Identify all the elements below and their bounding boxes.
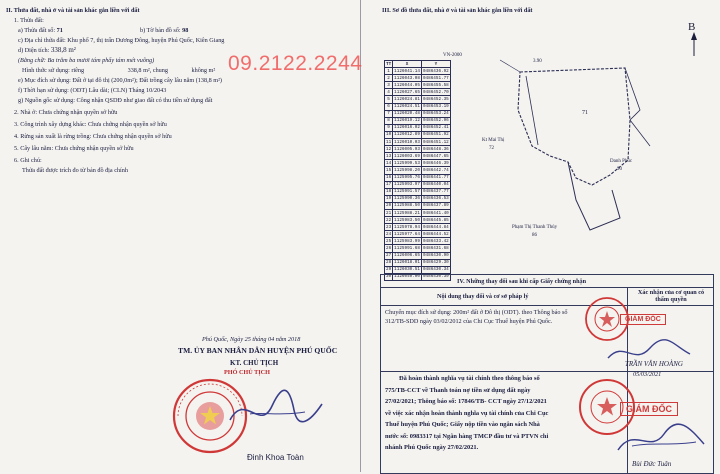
change-entry-2-line: Thuế huyện Phú Quốc; Giấy nộp tiền vào ngân sách Nhà: [385, 421, 540, 428]
coordinate-row: [385, 96, 451, 103]
y-coordinate: 0486430.39: [422, 274, 449, 280]
area-label: d) Diện tích: 338,8 m²: [18, 46, 76, 54]
point-index: 17: [386, 182, 392, 188]
point-index: 10: [386, 132, 392, 138]
y-coordinate: 0486448.36: [422, 146, 449, 152]
coordinate-header-cell: X: [393, 61, 422, 68]
x-coordinate: 1126030.51: [394, 267, 420, 273]
issue-date: Phú Quốc, Ngày 25 tháng 04 năm 2018: [202, 336, 301, 343]
y-coordinate: 0486452.41: [422, 125, 449, 131]
point-index: 9: [385, 124, 393, 131]
x-coordinate: 1125983.50: [394, 217, 420, 223]
road-number: 86: [532, 233, 537, 238]
y-coordinate: 0486452.35: [422, 97, 449, 103]
y-coordinate: 0486444.52: [422, 231, 449, 237]
x-coordinate: 1125988.50: [394, 203, 420, 209]
x-coordinate: 1126019.12: [394, 118, 420, 124]
land-use-purpose: e) Mục đích sử dụng: Đất ở tại đô thị (200,0m²); Đất trồng cây lâu năm (138,8 m²): [18, 77, 222, 84]
y-coordinate: 0486452.70: [422, 89, 449, 95]
point-index: 30: [386, 274, 392, 280]
x-coordinate: 1126044.05: [394, 82, 420, 88]
point-index: 8: [385, 117, 393, 124]
notes-heading: 6. Ghi chú:: [14, 157, 42, 164]
y-coordinate: 0486433.42: [422, 238, 449, 244]
x-coordinate: 1126040.00: [394, 274, 420, 280]
coordinate-system: VN-2000: [443, 53, 462, 58]
point-index: 23: [386, 224, 392, 230]
notes-text: Thửa đất được trích đo từ bản đồ địa chính: [22, 167, 128, 174]
coordinate-row: [385, 160, 451, 167]
point-index: 7: [385, 110, 393, 117]
y-coordinate: 0486441.40: [422, 210, 449, 216]
vice-chairman: PHÓ CHỦ TỊCH: [224, 369, 270, 376]
coordinate-row: [385, 224, 451, 231]
coordinate-row: [385, 110, 451, 117]
land-origin: g) Nguồn gốc sử dụng: Công nhận QSDĐ như giao đất có thu tiền sử dụng đất: [18, 97, 213, 104]
coordinate-row: [385, 103, 451, 110]
change-entry-2-line: nhánh Phú Quốc ngày 27/02/2021.: [385, 444, 479, 451]
x-coordinate: 1125995.76: [394, 175, 420, 181]
kt-chairman: KT. CHỦ TỊCH: [230, 359, 279, 367]
y-coordinate: 0486446.39: [422, 160, 449, 166]
y-coordinate: 0486451.12: [422, 139, 449, 145]
parcel-number-label: a) Thửa đất số: 71: [18, 27, 63, 34]
change-entry-1b: 312/TB-SDD ngày 03/02/2012 của Chi Cục Thuế huyện Phú Quốc.: [385, 318, 553, 325]
x-coordinate: 1126041.14: [394, 68, 420, 74]
x-coordinate: 1125983.99: [394, 238, 420, 244]
coordinate-row: [385, 117, 451, 124]
signer-2-name: TRẦN VĂN HOÀNG: [625, 360, 683, 368]
point-index: 14: [386, 160, 392, 166]
point-index: 5: [385, 96, 393, 103]
y-coordinate: 0486453.19: [422, 104, 449, 110]
column-content-header: Nội dung thay đổi và cơ sở pháp lý: [437, 293, 529, 300]
change-entry-2-line: Đã hoàn thành nghĩa vụ tài chính theo thông báo số: [399, 375, 540, 382]
coordinate-row: [385, 245, 451, 252]
point-index: 29: [386, 267, 392, 273]
stamp-director-1: GIÁM ĐỐC: [620, 314, 666, 325]
coordinate-row: [385, 153, 451, 160]
point-index: 20: [386, 203, 392, 209]
coordinate-row: [385, 131, 451, 138]
x-coordinate: 1126018.01: [394, 260, 420, 266]
other-construction: 3. Công trình xây dựng khác: Chưa chứng nhận quyền sở hữu: [14, 121, 167, 128]
y-coordinate: 0486451.77: [422, 75, 449, 81]
point-index: 11: [386, 139, 392, 145]
coordinate-row: [385, 266, 451, 273]
point-index: 22: [386, 217, 392, 223]
signer-3-name: Bùi Đức Tuân: [632, 460, 672, 468]
neighbor-right-number: 90: [617, 167, 622, 172]
section3-title: III. Sơ đồ thửa đất, nhà ở và tài sản khác gắn liền với đất: [382, 7, 533, 14]
change-entry-1: Chuyển mục đích sử dụng: 200m² đất ở Đô thị (ODT). theo Thông báo số: [385, 309, 568, 316]
y-coordinate: 0486441.77: [422, 175, 449, 181]
signature-icon: [220, 382, 330, 437]
x-coordinate: 1126003.69: [394, 153, 420, 159]
coordinate-table-header: [385, 61, 451, 68]
change-entry-2-line: nước số: 0983317 tại Ngân hàng TMCP đầu tư và PTVN chi: [385, 432, 549, 440]
svg-text:B: B: [688, 21, 696, 33]
coordinate-row: [385, 174, 451, 181]
x-coordinate: 1126016.02: [394, 125, 420, 131]
neighbor-right-name: Danh Phúc: [610, 159, 633, 164]
x-coordinate: 1125978.94: [394, 224, 420, 230]
point-index: 18: [386, 189, 392, 195]
land-use-term: f) Thời hạn sử dụng: (ODT) Lâu dài; (CLN) Tháng 10/2043: [18, 87, 167, 94]
coordinate-row: [385, 209, 451, 216]
change-entry-2-line: 775/TB-CCT về Thanh toán nợ tiền sử dụng đất ngày: [385, 386, 531, 394]
coordinate-row: [385, 195, 451, 202]
point-index: 13: [386, 153, 392, 159]
x-coordinate: 1125991.68: [394, 245, 420, 251]
section2-title: II. Thửa đất, nhà ở và tài sản khác gắn liền với đất: [6, 7, 140, 14]
coordinate-row: [385, 238, 451, 245]
point-index: 24: [386, 231, 392, 237]
x-coordinate: 1125988.21: [394, 210, 420, 216]
row-divider: [381, 371, 713, 372]
parcel-address: c) Địa chỉ thửa đất: Khu phố 7, thị trấn Dương Đông, huyện Phú Quốc, Kiên Giang: [18, 37, 225, 44]
x-coordinate: 1126005.93: [394, 146, 420, 152]
coordinate-row: [385, 259, 451, 266]
coordinate-header-cell: Y: [421, 61, 450, 68]
point-index: 1: [385, 68, 393, 75]
point-index: 25: [386, 238, 392, 244]
y-coordinate: 0486452.96: [422, 118, 449, 124]
y-coordinate: 0486447.65: [422, 153, 449, 159]
point-index: 28: [386, 260, 392, 266]
parcel-number-on-map: 71: [582, 110, 588, 116]
planted-forest: 4. Rừng sản xuất là rừng trồng: Chưa chứng nhận quyền sở hữu: [14, 133, 172, 140]
coordinate-row: [385, 217, 451, 224]
usage-form: Hình thức sử dụng: riêng 338,8 m², chung không m²: [22, 67, 216, 74]
y-coordinate: 0486436.53: [422, 196, 449, 202]
x-coordinate: 1125977.64: [394, 231, 420, 237]
sign-date-2: 05/03/2021: [633, 371, 662, 378]
coordinate-row: [385, 89, 451, 96]
y-coordinate: 0486430.90: [422, 253, 449, 259]
point-index: 2: [385, 75, 393, 82]
coordinate-row: [385, 124, 451, 131]
y-coordinate: 0486442.74: [422, 167, 449, 173]
house-ownership: 2. Nhà ở: Chưa chứng nhận quyền sở hữu: [14, 109, 118, 116]
x-coordinate: 1126006.65: [394, 253, 420, 259]
point-index: 4: [385, 89, 393, 96]
neighbor-left-number: 72: [489, 146, 494, 151]
coordinate-header-cell: TT: [386, 61, 392, 67]
x-coordinate: 1126024.81: [394, 97, 420, 103]
point-index: 6: [385, 103, 393, 110]
y-coordinate: 0486429.30: [422, 260, 449, 266]
x-coordinate: 1125999.53: [394, 160, 420, 166]
coordinate-row: [385, 68, 451, 75]
point-index: 16: [386, 175, 392, 181]
y-coordinate: 0486436.92: [422, 68, 449, 74]
x-coordinate: 1126027.65: [394, 89, 420, 95]
area-in-words: (Bằng chữ: Ba trăm ba mươi tám phẩy tám mét vuông): [18, 57, 155, 64]
map-sheet-label: b) Tờ bản đồ số: 98: [140, 27, 189, 34]
coordinate-row: [385, 146, 451, 153]
coordinate-table: [384, 60, 451, 281]
y-coordinate: 0486430.34: [422, 267, 449, 273]
y-coordinate: 0486444.84: [422, 224, 449, 230]
x-coordinate: 1126010.03: [394, 139, 420, 145]
coordinate-row: [385, 181, 451, 188]
coordinate-row: [385, 75, 451, 82]
x-coordinate: 1125998.20: [394, 167, 420, 173]
y-coordinate: 0486455.58: [422, 82, 449, 88]
y-coordinate: 0486451.92: [422, 132, 449, 138]
x-coordinate: 1126020.48: [394, 111, 420, 117]
change-entry-2-line: 27/02/2021; Thông báo số: 17846/TB- CCT ngày 27/12/2021: [385, 398, 547, 405]
x-coordinate: 1125993.97: [394, 182, 420, 188]
y-coordinate: 0486437.89: [422, 203, 449, 209]
point-index: 27: [386, 253, 392, 259]
change-entry-2-line: về việc xác nhận hoàn thành nghĩa vụ tài chính của Chi Cục: [385, 409, 549, 417]
x-coordinate: 1126043.08: [394, 75, 420, 81]
coordinate-row: [385, 167, 451, 174]
point-index: 21: [386, 210, 392, 216]
issuing-authority: TM. ỦY BAN NHÂN DÂN HUYỆN PHÚ QUỐC: [178, 346, 338, 355]
section4-title: IV. Những thay đổi sau khi cấp Giấy chứng nhận: [457, 278, 587, 285]
point-index: 12: [386, 146, 392, 152]
signature-3-icon: [612, 420, 708, 460]
parcel-sketch: [480, 50, 680, 270]
y-coordinate: 0486431.68: [422, 245, 449, 251]
column-authority-header: Xác nhận của cơ quan có thẩm quyền: [637, 289, 705, 303]
road-label: Phạm Thị Thanh Thủy: [512, 225, 558, 230]
coordinate-row: [385, 139, 451, 146]
x-coordinate: 1126012.89: [394, 132, 420, 138]
signer-name: Đinh Khoa Toàn: [247, 453, 304, 462]
neighbor-left-name: Kt Mai Thị: [482, 138, 505, 143]
coordinate-row: [385, 231, 451, 238]
y-coordinate: 0486437.77: [422, 189, 449, 195]
phone-watermark: 09.2122.2244: [228, 52, 363, 75]
y-coordinate: 0486453.24: [422, 111, 449, 117]
perennial-trees: 5. Cây lâu năm: Chưa chứng nhận quyền sở hữu: [14, 145, 134, 152]
changes-header-row: [381, 287, 713, 306]
north-arrow-icon: [684, 18, 704, 58]
coordinate-row: [385, 202, 451, 209]
x-coordinate: 1125990.36: [394, 196, 420, 202]
scale-dimension: 3.90: [533, 59, 542, 64]
point-index: 19: [386, 196, 392, 202]
x-coordinate: 1125991.57: [394, 189, 420, 195]
y-coordinate: 0486440.04: [422, 182, 449, 188]
coordinate-row: [385, 82, 451, 89]
coordinate-row: [385, 252, 451, 259]
x-coordinate: 1126024.51: [394, 104, 420, 110]
stamp-director-2: GIÁM ĐỐC: [620, 402, 678, 416]
parcel-heading: 1. Thửa đất:: [14, 17, 44, 24]
point-index: 3: [385, 82, 393, 89]
point-index: 26: [386, 245, 392, 251]
y-coordinate: 0486445.85: [422, 217, 449, 223]
point-index: 15: [386, 167, 392, 173]
coordinate-row: [385, 188, 451, 195]
